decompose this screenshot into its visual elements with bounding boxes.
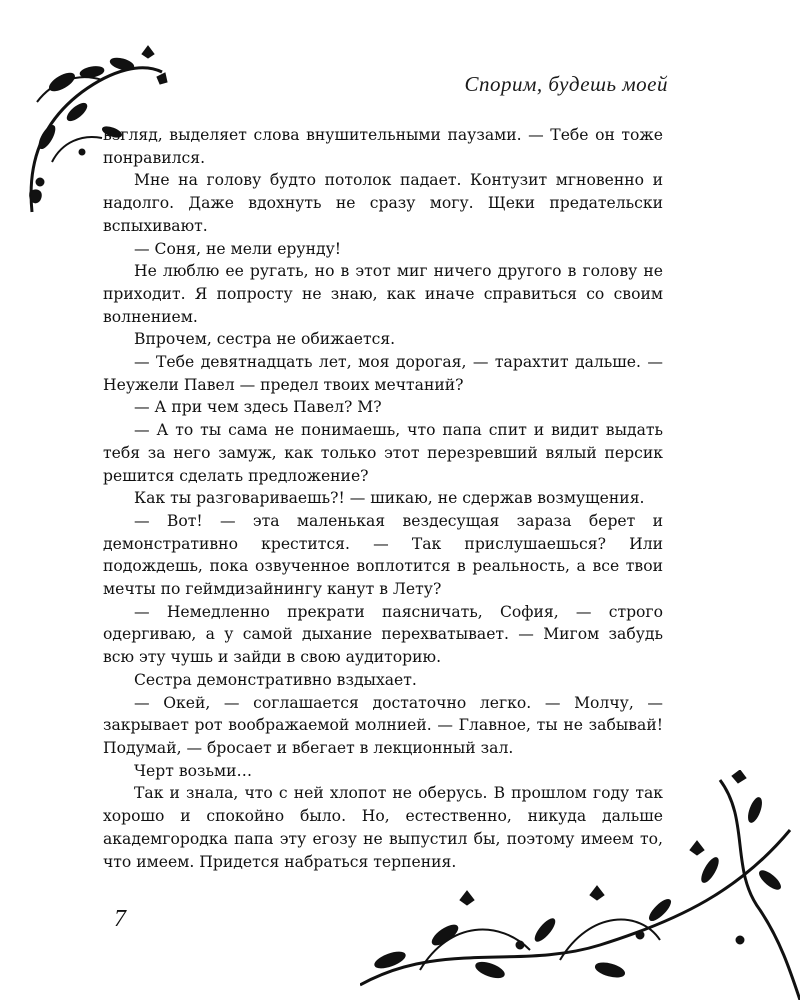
- paragraph-11: — Немедленно прекрати паясничать, София, — строго одергиваю, а у самой дыхание перехватывает. — Мигом забудь всю эту чушь и зайди в свою аудиторию.: [103, 602, 663, 667]
- paragraph-15: Так и знала, что с ней хлопот не оберусь. В прошлом году так хорошо и спокойно было. Но, естественно, никуда дальше академгородка папа эту егозу не выпустил бы, поэтому имеем то, что имеем. Придется набраться терпения.: [103, 784, 663, 871]
- paragraph-13: — Окей, — соглашается достаточно легко. — Молчу, — закрывает рот воображаемой молнией. — Главное, ты не забывай! Подумай, — бросает и вбегает в лекционный зал.: [103, 693, 663, 757]
- paragraph-9: Как ты разговариваешь?! — шикаю, не сдержав возмущения.: [134, 489, 645, 508]
- paragraph-8: — А то ты сама не понимаешь, что папа спит и видит выдать тебя за него замуж, как только этот перезревший вялый персик решится сделать предложение?: [103, 421, 663, 485]
- paragraph-3: — Соня, не мели ерунду!: [134, 239, 342, 258]
- paragraph-2: Мне на голову будто потолок падает. Контузит мгновенно и надолго. Даже вдохнуть не сразу могу. Щеки предательски вспыхивают.: [103, 171, 663, 235]
- paragraph-12: Сестра демонстративно вздыхает.: [134, 670, 417, 689]
- running-header: Спорим, будешь моей: [464, 72, 668, 96]
- paragraph-10: — Вот! — эта маленькая вездесущая зараза берет и демонстративно крестится. — Так прислушаешься? Или подождешь, пока озвученное воплотится в реальность, а все твои мечты по геймдизайнингу канут в Лету?: [103, 511, 663, 599]
- paragraph-1: взгляд, выделяет слова внушительными паузами. — Тебе он тоже понравился.: [103, 126, 663, 167]
- body-text: [103, 124, 663, 873]
- paragraph-14: Черт возьми…: [134, 761, 253, 780]
- paragraph-7: — А при чем здесь Павел? М?: [134, 398, 382, 417]
- floral-ornament-bottom-right: [360, 770, 800, 1000]
- paragraph-6: — Тебе девятнадцать лет, моя дорогая, — тарахтит дальше. — Неужели Павел — предел твоих мечтаний?: [103, 353, 663, 394]
- page-number: 7: [114, 906, 126, 932]
- paragraph-4: Не люблю ее ругать, но в этот миг ничего другого в голову не приходит. Я попросту не знаю, как иначе справиться со своим волнением.: [103, 262, 663, 326]
- paragraph-5: Впрочем, сестра не обижается.: [134, 330, 396, 349]
